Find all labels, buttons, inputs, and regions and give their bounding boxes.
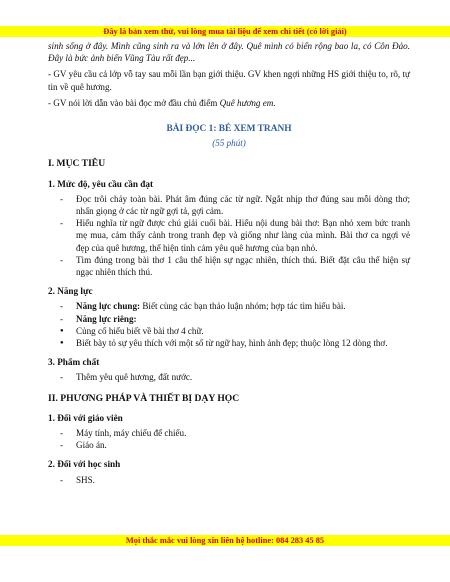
dash-marker: -: [60, 440, 64, 451]
bullet-marker: ●: [60, 327, 64, 334]
preview-banner: Đây là bản xem thử, vui lòng mua tài liệu để xem chi tiết (có lời giải): [0, 26, 450, 37]
competencies-list: [48, 300, 410, 349]
list-item-text: Giáo án.: [76, 440, 107, 451]
list-item: [48, 300, 410, 312]
list-item: [48, 474, 410, 486]
student-equipment-list: [48, 474, 410, 486]
dash-marker: -: [60, 428, 64, 439]
requirements-list: [48, 193, 410, 278]
intro-paragraph-1: - GV yêu cầu cả lớp vỗ tay sau mỗi lần bạn giới thiệu. GV khen ngợi những HS giới thiệu to, rõ, tự tin về quê hương.: [48, 69, 410, 92]
list-item: [48, 337, 410, 349]
list-item-text: Máy tính, máy chiếu để chiếu.: [76, 428, 187, 439]
topic-name: Quê hương em.: [219, 97, 276, 108]
dash-marker: -: [60, 218, 64, 229]
subheading-qualities: 3. Phẩm chất: [48, 357, 100, 368]
list-item: [48, 371, 410, 383]
section-heading-methods: II. PHƯƠNG PHÁP VÀ THIẾT BỊ DẠY HỌC: [48, 392, 240, 404]
dash-marker: -: [60, 474, 64, 485]
subheading-teacher: 1. Đối với giáo viên: [48, 412, 123, 423]
list-item: [48, 254, 410, 278]
list-item-text: Củng cố hiểu biết về bài thơ 4 chữ.: [76, 325, 204, 336]
lesson-title: BÀI ĐỌC 1: BÉ XEM TRANH: [166, 124, 292, 135]
subheading-students: 2. Đối với học sinh: [48, 459, 121, 470]
dash-marker: -: [60, 313, 64, 324]
intro-quote: sinh sống ở đây. Mình cũng sinh ra và lớn lên ở đây. Quê mình có biển rộng bao la, có Côn Đảo. Đây là bức ảnh biển Vũng Tàu rất đẹp...: [48, 41, 410, 64]
dash-marker: -: [60, 193, 64, 204]
list-item: [48, 193, 410, 217]
list-item: [48, 427, 410, 439]
list-item-text: Đọc trôi chảy toàn bài. Phát âm đúng các từ ngữ. Ngắt nhịp thơ đúng sau mỗi dòng thơ; nhấn giọng ở các từ ngữ gợi tả, gợi cảm.: [76, 193, 410, 217]
list-item-text: Hiểu nghĩa từ ngữ được chú giải cuối bài. Hiểu nội dung bài thơ: Bạn nhỏ xem bức tranh mẹ mua, cảm thấy cảnh trong tranh đẹp và giống như làng của mình. Bài thơ ca ngợi vẻ đẹp của quê hương, thể hiện tình cảm yêu quê hương của bạn nhỏ.: [76, 218, 410, 253]
general-competency-text: Biết cùng các bạn thảo luận nhóm; hợp tác tìm hiểu bài.: [140, 301, 346, 312]
list-item: [48, 313, 410, 325]
list-item: [48, 439, 410, 451]
list-item-text: Tìm đúng trong bài thơ 1 câu thể hiện sự ngạc nhiên, thích thú. Biết đặt câu thể hiện sự ngạc nhiên thích thú.: [76, 254, 410, 278]
teacher-equipment-list: [48, 427, 410, 451]
section-heading-objectives: I. MỤC TIÊU: [48, 158, 106, 170]
general-competency-label: Năng lực chung:: [76, 301, 141, 312]
document-body: [48, 40, 410, 486]
list-item-text: Biết bày tỏ sự yêu thích với một số từ ngữ hay, hình ảnh đẹp; thuộc lòng 12 dòng thơ.: [76, 338, 388, 349]
intro-paragraph-2-text: - GV nói lời dẫn vào bài đọc mở đầu chủ điểm: [48, 97, 220, 108]
list-item-text: SHS.: [76, 474, 95, 485]
list-item: [48, 325, 410, 337]
dash-marker: -: [60, 301, 64, 312]
subheading-competencies: 2. Năng lực: [48, 286, 93, 297]
specific-competency-label: Năng lực riêng:: [76, 313, 137, 324]
bullet-marker: ●: [60, 340, 64, 347]
hotline-banner: Mọi thắc mắc vui lòng xin liên hệ hotline: 084 283 45 85: [0, 535, 450, 546]
subheading-requirements: 1. Mức độ, yêu cầu cần đạt: [48, 178, 154, 189]
intro-paragraph-2: [48, 97, 410, 109]
lesson-duration: (55 phút): [212, 138, 246, 149]
qualities-list: [48, 371, 410, 383]
list-item-text: Thêm yêu quê hương, đất nước.: [76, 372, 193, 383]
list-item: [48, 217, 410, 254]
dash-marker: -: [60, 372, 64, 383]
dash-marker: -: [60, 254, 64, 265]
